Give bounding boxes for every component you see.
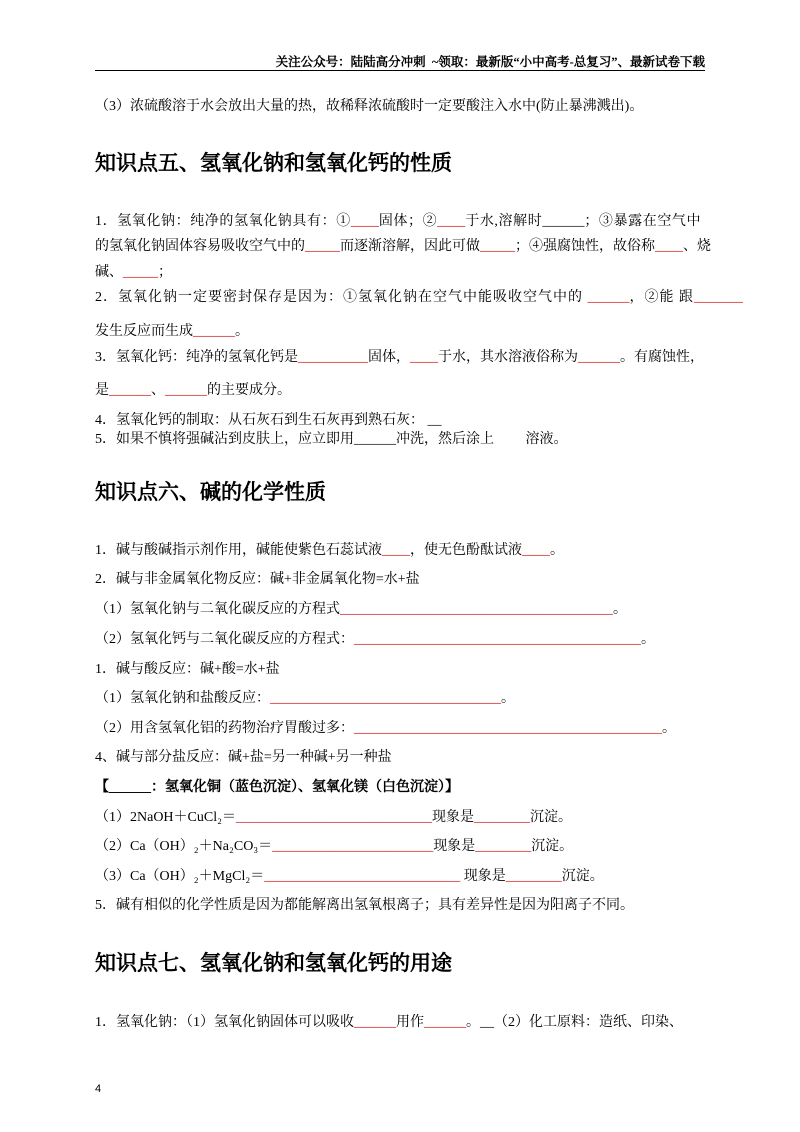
acid-reaction-rule-line [95, 660, 280, 680]
text-segment: 现象是 [432, 810, 474, 825]
text-segment: 。 [466, 1015, 480, 1030]
naoh-storage-line-1 [95, 288, 743, 308]
text-segment: 现象是 [433, 839, 476, 854]
text-segment: 4．氢氧化钙的制取：从石灰石到生石灰再到熟石灰： [95, 413, 428, 428]
answer-blank: ____________________________ [264, 869, 461, 884]
answer-blank: ____ [382, 543, 410, 558]
text-segment: 的主要成分。 [207, 383, 291, 398]
answer-blank: _____ [305, 239, 340, 254]
text-segment: 沉淀。 [561, 869, 604, 884]
answer-blank: ____ [655, 239, 683, 254]
text-segment: （1）2NaOH＋CuCl₂＝ [95, 810, 236, 825]
section-heading-7: 知识点七、氢氧化钠和氢氧化钙的用途 [95, 952, 452, 975]
caoh2-co2-equation-line [95, 630, 655, 650]
text-segment: （3）浓硫酸溶于水会放出大量的热，故稀释浓硫酸时一定要酸注入水中(防止暴沸溅出)。 [95, 99, 644, 114]
text-segment: 2．氢氧化钠一定要密封保存是因为：①氢氧化钠在空气中能吸收空气中的 [95, 290, 588, 305]
text-segment: （3）Ca（OH）₂＋MgCl₂＝ [95, 869, 265, 884]
text-segment: 现象是 [460, 869, 506, 884]
answer-blank: __________ [298, 350, 368, 365]
answer-blank: ____________________________________________ [354, 721, 662, 736]
text-segment: 而逐渐溶解，因此可做 [340, 239, 480, 254]
text-segment: 的氢氧化钠固体容易吸收空气中的 [95, 239, 305, 254]
text-segment: 5．碱有相似的化学性质是因为都能解离出氢氧根离子；具有差异性是因为阳离子不同。 [95, 898, 634, 913]
caoh2-properties-line-1 [95, 348, 704, 368]
text-segment: 用作 [396, 1015, 424, 1030]
text-segment: 。 [641, 632, 655, 647]
header-divider [95, 70, 705, 71]
answer-blank: ______ [587, 290, 630, 305]
text-segment: （2）化工原料：造纸、印染、 [494, 1015, 683, 1030]
text-segment: 于水，其水溶液俗称为 [438, 350, 578, 365]
text-segment: 冲洗，然后涂上 溶液。 [396, 432, 568, 447]
answer-blank: ____________________________ [236, 810, 432, 825]
answer-blank: ____ [350, 214, 379, 229]
naoh-storage-line-2 [95, 322, 249, 342]
caoh2-mgcl2-equation-line [95, 867, 604, 887]
answer-blank: ______ [424, 1015, 466, 1030]
text-segment: 3．氢氧化钙：纯净的氢氧化钙是 [95, 350, 298, 365]
answer-blank: ______ [354, 1015, 396, 1030]
answer-blank: ______ [193, 324, 235, 339]
naoh-properties-line-1 [95, 212, 701, 232]
text-segment: 1．碱与酸碱指示剂作用，碱能使紫色石蕊试液 [95, 543, 382, 558]
answer-blank: __ [480, 1015, 494, 1030]
text-segment: （2）氢氧化钙与二氧化碳反应的方程式： [95, 632, 354, 647]
text-segment: ；④强腐蚀性，故俗称 [515, 239, 655, 254]
caoh2-na2co3-equation-line [95, 837, 573, 857]
text-segment: 。 [235, 324, 249, 339]
naoh-properties-line-2 [95, 237, 711, 257]
naoh-cucl2-equation-line [95, 808, 572, 828]
text-segment: 、烧 [683, 239, 711, 254]
answer-blank: ______ [109, 780, 151, 795]
answer-blank: ______ [578, 350, 620, 365]
text-segment: 于水,溶解时 [465, 214, 543, 229]
answer-blank: _______________________ [272, 839, 434, 854]
answer-blank: _______________________________________ [340, 602, 613, 617]
skin-contact-line [95, 430, 568, 450]
page-number: 4 [95, 1083, 102, 1095]
answer-blank: ________ [505, 869, 562, 884]
text-segment: 2．碱与非金属氧化物反应：碱+非金属氧化物=水+盐 [95, 572, 420, 587]
text-segment: 固体；② [378, 214, 438, 229]
answer-blank: _____ [480, 239, 515, 254]
answer-blank: __ [427, 413, 442, 428]
answer-blank: ______ [109, 383, 151, 398]
text-segment: 。 [613, 602, 627, 617]
indicator-reaction-line [95, 541, 564, 561]
answer-blank: ________ [474, 810, 530, 825]
answer-blank: ____ [522, 543, 550, 558]
caoh2-preparation-line [95, 411, 442, 431]
answer-blank: ______ [354, 432, 396, 447]
text-segment: 5．如果不慎将强碱沾到皮肤上，应立即用 [95, 432, 354, 447]
answer-blank: ____ [410, 350, 438, 365]
section-heading-6: 知识点六、碱的化学性质 [95, 481, 326, 504]
text-segment: 碱、 [95, 265, 123, 280]
text-segment: ，使无色酚酞试液 [410, 543, 522, 558]
answer-blank: ____ [437, 214, 466, 229]
text-segment: 。 [550, 543, 564, 558]
text-segment: ；③暴露在空气中 [584, 214, 702, 229]
text-segment: 沉淀。 [531, 839, 574, 854]
answer-blank: _____ [123, 265, 158, 280]
answer-blank: _______ [694, 290, 743, 305]
text-segment: 1．碱与酸反应：碱+酸=水+盐 [95, 662, 280, 677]
precipitate-note-line [95, 778, 459, 798]
answer-blank: _________________________________ [270, 691, 501, 706]
text-segment: ； [158, 265, 172, 280]
text-segment: 沉淀。 [530, 810, 572, 825]
text-segment: 1．氢氧化钠：纯净的氢氧化钠具有：① [95, 214, 351, 229]
naoh-hcl-equation-line [95, 689, 515, 709]
text-segment: 4、碱与部分盐反应：碱+盐=另一种碱+另一种盐 [95, 750, 392, 765]
text-segment: 。有腐蚀性， [620, 350, 704, 365]
text-segment: （2）Ca（OH）₂＋Na₂CO₃＝ [95, 839, 273, 854]
common-properties-line [95, 896, 634, 916]
naoh-uses-line [95, 1013, 683, 1033]
text-segment: ，②能 跟 [629, 290, 694, 305]
naoh-co2-equation-line [95, 600, 627, 620]
text-segment: 固体， [368, 350, 410, 365]
text-segment: 是 [95, 383, 109, 398]
text-segment: 。 [662, 721, 676, 736]
text-segment: 1．氢氧化钠：（1）氢氧化钠固体可以吸收 [95, 1015, 354, 1030]
text-segment: ：氢氧化铜（蓝色沉淀）、氢氧化镁（白色沉淀）】 [151, 780, 459, 795]
text-segment: （1）氢氧化钠和盐酸反应： [95, 691, 270, 706]
answer-blank: ________ [475, 839, 532, 854]
section-heading-5: 知识点五、氢氧化钠和氢氧化钙的性质 [95, 152, 452, 175]
answer-blank: ______ [542, 214, 585, 229]
header-banner-text: 关注公众号：陆陆高分冲刺 ~领取：最新版“小中高考-总复习”、最新试卷下载 [275, 55, 705, 69]
answer-blank: ______ [165, 383, 207, 398]
aloh3-antacid-equation-line [95, 719, 676, 739]
salt-reaction-rule-line [95, 748, 392, 768]
nonmetal-oxide-rule-line [95, 570, 420, 590]
text-segment: （1）氢氧化钠与二氧化碳反应的方程式 [95, 602, 340, 617]
naoh-properties-line-3 [95, 263, 172, 283]
text-segment: （2）用含氢氧化铝的药物治疗胃酸过多： [95, 721, 354, 736]
answer-blank: _________________________________________ [354, 632, 641, 647]
intro-note-line [95, 97, 643, 117]
text-segment: 、 [151, 383, 165, 398]
caoh2-properties-line-2 [95, 381, 291, 401]
text-segment: 发生反应而生成 [95, 324, 193, 339]
text-segment: 【 [95, 780, 109, 795]
text-segment: 。 [501, 691, 515, 706]
